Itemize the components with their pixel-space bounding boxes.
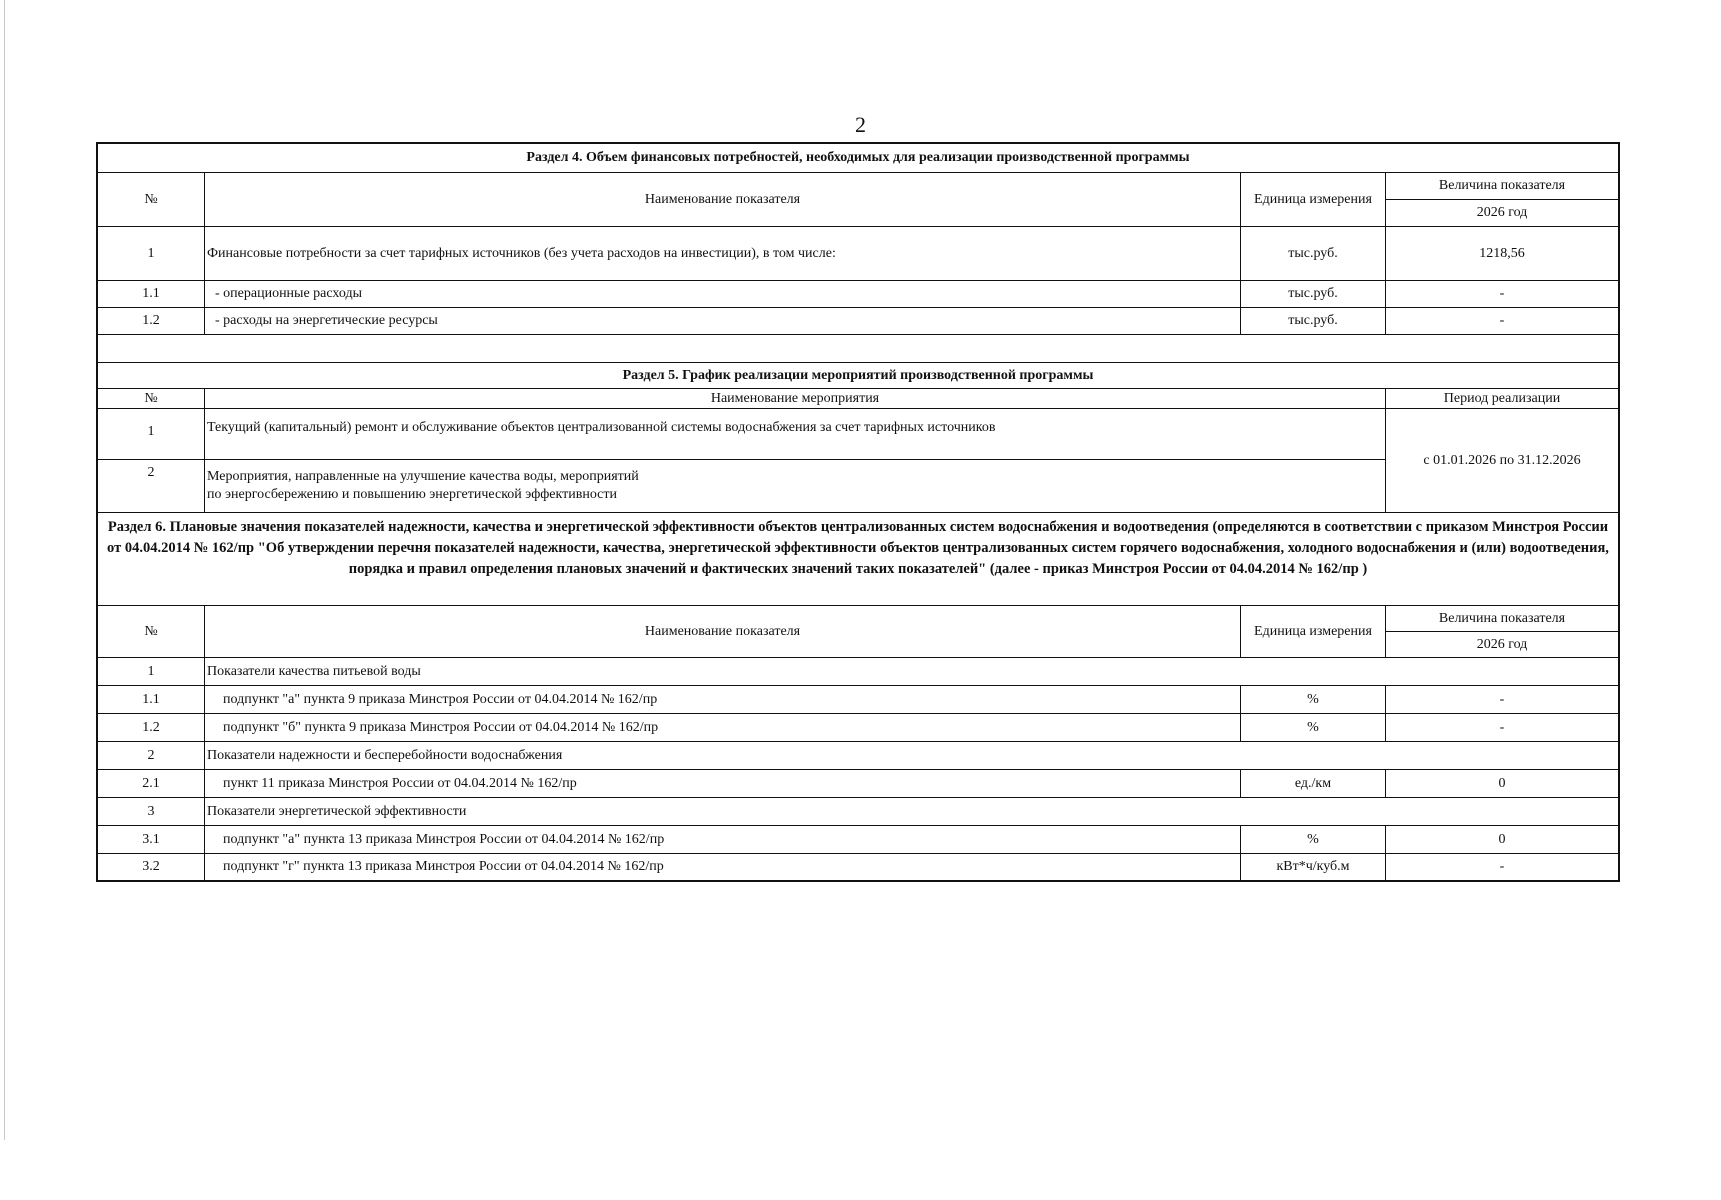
header-year: 2026 год bbox=[1386, 631, 1618, 657]
row-name: - расходы на энергетические ресурсы bbox=[204, 308, 1240, 334]
spacer-row bbox=[98, 334, 1618, 362]
empty-cell bbox=[98, 335, 1618, 362]
row-unit: тыс.руб. bbox=[1240, 227, 1385, 280]
section4-title-row bbox=[98, 144, 1618, 172]
row-num: 1.1 bbox=[142, 691, 160, 707]
table-row bbox=[98, 685, 1618, 713]
section6-title: Раздел 6. Плановые значения показателей надежности, качества и энергетической эффективности объектов централизованных систем водоснабжения и водоотведения (определяются в соответствии с приказом Минстроя России от 04.04.2014 № 162/пр "Об утверждении перечня показателей надежности, качества, энергетической эффективности объектов централизованных систем горячего водоснабжения, холодного водоснабжения и (или) водоотведения, порядка и правил определения плановых значений и фактических значений таких показателей" (далее - приказ Минстроя России от 04.04.2014 № 162/пр ) bbox=[107, 519, 1609, 578]
header-unit: Единица измерения bbox=[1240, 606, 1385, 657]
row-event-line1: Мероприятия, направленные на улучшение качества воды, мероприятий bbox=[207, 469, 639, 485]
group-name: Показатели качества питьевой воды bbox=[204, 658, 1618, 685]
row-value: - bbox=[1385, 714, 1618, 741]
row-name: пункт 11 приказа Минстроя России от 04.04.2014 № 162/пр bbox=[204, 770, 1240, 797]
group-name: Показатели надежности и бесперебойности водоснабжения bbox=[204, 742, 1618, 769]
row-unit: ед./км bbox=[1240, 770, 1385, 797]
group-row bbox=[98, 741, 1618, 769]
row-num: 1.1 bbox=[142, 286, 160, 302]
header-num: № bbox=[144, 191, 158, 207]
row-num: 1 bbox=[147, 245, 155, 261]
row-name: подпункт "б" пункта 9 приказа Минстроя России от 04.04.2014 № 162/пр bbox=[204, 714, 1240, 741]
group-row bbox=[98, 797, 1618, 825]
row-unit: % bbox=[1240, 686, 1385, 713]
header-value-label: Величина показателя bbox=[1438, 178, 1566, 194]
row-num: 3.2 bbox=[142, 859, 160, 875]
header-name: Наименование показателя bbox=[204, 606, 1240, 657]
row-unit: % bbox=[1240, 826, 1385, 853]
section4-title: Раздел 4. Объем финансовых потребностей, необходимых для реализации производственной программы bbox=[526, 150, 1190, 166]
header-period: Период реализации bbox=[1385, 389, 1618, 408]
row-num: 2 bbox=[147, 747, 155, 763]
row-value: - bbox=[1385, 281, 1618, 307]
row-event-name bbox=[204, 460, 1385, 512]
section5-title: Раздел 5. График реализации мероприятий производственной программы bbox=[622, 367, 1094, 383]
row-name: Финансовые потребности за счет тарифных источников (без учета расходов на инвестиции), в том числе: bbox=[204, 227, 1240, 280]
row-num: 1 bbox=[147, 663, 155, 679]
group-row bbox=[98, 657, 1618, 685]
section6-header-row bbox=[98, 605, 1618, 657]
row-unit: % bbox=[1240, 714, 1385, 741]
row-num: 1.2 bbox=[142, 313, 160, 329]
group-name: Показатели энергетической эффективности bbox=[204, 798, 1618, 825]
section4-header-row bbox=[98, 172, 1618, 226]
row-value: 0 bbox=[1385, 826, 1618, 853]
row-num: 3 bbox=[147, 803, 155, 819]
row-value: - bbox=[1385, 854, 1618, 880]
header-value bbox=[1385, 173, 1618, 226]
row-name: подпункт "а" пункта 13 приказа Минстроя России от 04.04.2014 № 162/пр bbox=[204, 826, 1240, 853]
section5-body bbox=[98, 408, 1618, 512]
period-value: с 01.01.2026 по 31.12.2026 bbox=[1385, 409, 1618, 512]
table-row bbox=[98, 853, 1618, 880]
section6-title-row bbox=[98, 512, 1618, 605]
row-unit: тыс.руб. bbox=[1240, 281, 1385, 307]
row-name: подпункт "а" пункта 9 приказа Минстроя России от 04.04.2014 № 162/пр bbox=[204, 686, 1240, 713]
header-unit: Единица измерения bbox=[1240, 173, 1385, 226]
row-value: - bbox=[1385, 308, 1618, 334]
table-row bbox=[98, 713, 1618, 741]
header-value bbox=[1385, 606, 1618, 657]
header-event-name: Наименование мероприятия bbox=[204, 389, 1385, 408]
row-num: 1 bbox=[147, 424, 155, 439]
row-name: подпункт "г" пункта 13 приказа Минстроя России от 04.04.2014 № 162/пр bbox=[204, 854, 1240, 880]
header-value-label: Величина показателя bbox=[1438, 610, 1566, 626]
row-num: 3.1 bbox=[142, 831, 160, 847]
page-number: 2 bbox=[855, 112, 866, 137]
table-row bbox=[98, 280, 1618, 307]
row-value: - bbox=[1385, 686, 1618, 713]
row-event-line2: по энергосбережению и повышению энергетической эффективности bbox=[207, 486, 617, 502]
row-unit: кВт*ч/куб.м bbox=[1240, 854, 1385, 880]
table-row bbox=[98, 825, 1618, 853]
row-event-name: Текущий (капитальный) ремонт и обслуживание объектов централизованной системы водоснабжения за счет тарифных источников bbox=[204, 409, 1385, 459]
header-year: 2026 год bbox=[1386, 199, 1618, 226]
header-num: № bbox=[144, 623, 158, 639]
row-num: 2.1 bbox=[142, 775, 160, 791]
scan-edge-line bbox=[4, 0, 5, 1140]
row-num: 1.2 bbox=[142, 719, 160, 735]
row-num: 2 bbox=[147, 464, 155, 480]
table-row bbox=[98, 769, 1618, 797]
row-name: - операционные расходы bbox=[204, 281, 1240, 307]
section5-title-row bbox=[98, 362, 1618, 388]
table-row bbox=[98, 459, 1385, 512]
header-name: Наименование показателя bbox=[204, 173, 1240, 226]
table-row bbox=[98, 409, 1385, 459]
row-unit: тыс.руб. bbox=[1240, 308, 1385, 334]
program-table bbox=[96, 142, 1620, 882]
section5-events bbox=[98, 409, 1385, 512]
table-row bbox=[98, 226, 1618, 280]
row-value: 0 bbox=[1385, 770, 1618, 797]
section5-header-row bbox=[98, 388, 1618, 408]
header-num: № bbox=[144, 390, 158, 406]
table-row bbox=[98, 307, 1618, 334]
row-value: 1218,56 bbox=[1385, 227, 1618, 280]
